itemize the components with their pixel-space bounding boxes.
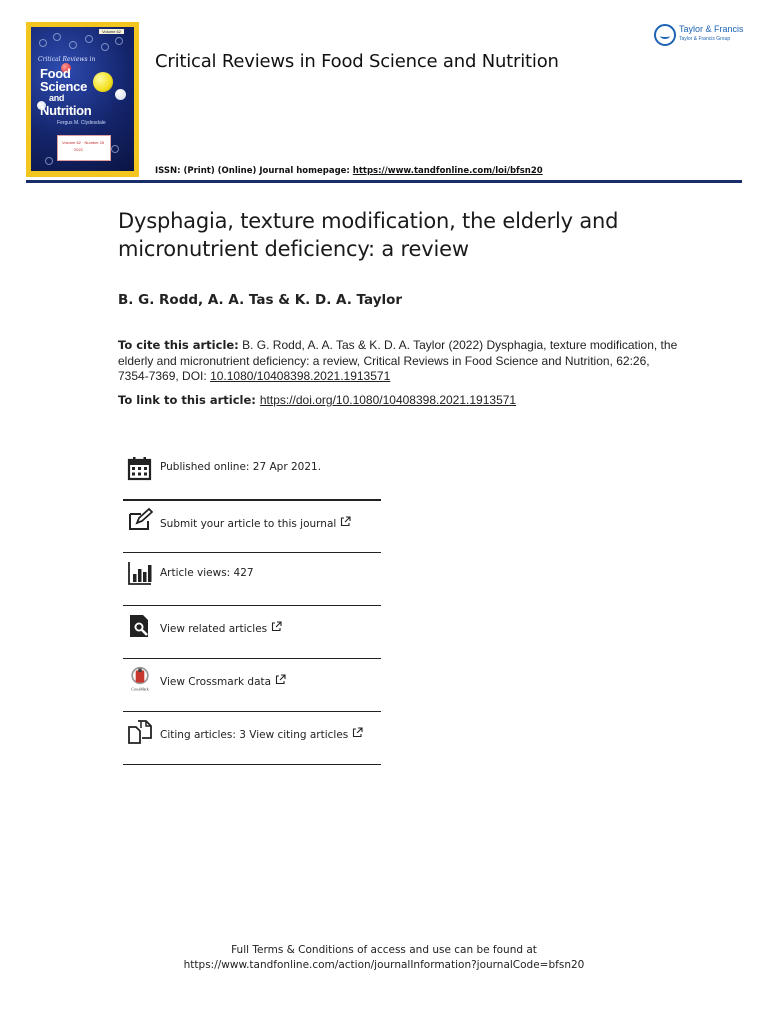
issn-line	[155, 166, 543, 176]
cite-label: To cite this article:	[118, 338, 239, 352]
related-articles-row[interactable]	[123, 613, 381, 643]
doi-link[interactable]: 10.1080/10408398.2021.1913571	[210, 369, 391, 383]
cover-title-line1: Food	[40, 66, 71, 81]
footer-terms-link[interactable]: https://www.tandfonline.com/action/journalInformation?journalCode=bfsn20	[183, 959, 585, 971]
edit-icon	[127, 507, 153, 533]
footer-terms-text: Full Terms & Conditions of access and use can be found at	[231, 944, 537, 956]
cover-editor: Fergus M. Clydesdale	[57, 120, 106, 126]
cite-text: B. G. Rodd, A. A. Tas & K. D. A. Taylor (2022) Dysphagia, texture modification, the elderly and micronutrient deficiency: a review, Critical Reviews in Food Science and Nutrition, 62:26, 7354-7369, DOI:	[118, 338, 678, 383]
external-link-icon	[340, 516, 351, 527]
white-sphere	[115, 89, 126, 100]
cover-series: Critical Reviews in	[38, 56, 96, 63]
published-online-label: Published online: 27 Apr 2021.	[160, 461, 322, 473]
article-views-label: Article views: 427	[160, 567, 254, 579]
journal-title: Critical Reviews in Food Science and Nutrition	[155, 51, 559, 72]
citing-articles-row[interactable]	[123, 719, 381, 749]
article-title: Dysphagia, texture modification, the elderly and micronutrient deficiency: a review	[118, 209, 619, 261]
citing-articles-label: Citing articles: 3 View citing articles	[160, 729, 349, 741]
journal-cover[interactable]	[26, 22, 139, 177]
cover-tag: Volume 62	[99, 29, 124, 34]
row-divider	[123, 605, 381, 606]
cover-label-year: 2022	[74, 147, 83, 152]
submit-article-label: Submit your article to this journal	[160, 518, 337, 530]
cover-title-line2: Science	[40, 79, 88, 94]
crossmark-row[interactable]	[123, 666, 381, 696]
article-doi-url[interactable]: https://doi.org/10.1080/10408398.2021.1913571	[259, 393, 517, 407]
external-link-icon	[271, 621, 282, 632]
citation-block	[118, 338, 678, 385]
crossmark-label: View Crossmark data	[160, 676, 272, 688]
citing-icon	[127, 719, 153, 745]
row-divider	[123, 552, 381, 553]
issn-text: ISSN: (Print) (Online) Journal homepage:	[155, 166, 353, 176]
header-divider	[26, 180, 742, 183]
article-views-row	[123, 560, 381, 590]
external-link-icon	[275, 674, 286, 685]
cover-label-volume: Volume 62 · Number 26	[62, 140, 105, 145]
published-online-row	[123, 454, 381, 484]
cover-title-line4: Nutrition	[40, 103, 92, 118]
taylor-francis-icon	[654, 24, 676, 46]
external-link-icon	[352, 727, 363, 738]
journal-homepage-link[interactable]: https://www.tandfonline.com/loi/bfsn20	[352, 166, 543, 176]
crossmark-icon	[127, 666, 153, 692]
calendar-icon	[127, 455, 153, 481]
row-divider	[123, 658, 381, 659]
link-label: To link to this article:	[118, 393, 260, 407]
footer	[0, 943, 768, 973]
related-articles-label: View related articles	[160, 623, 268, 635]
cover-artwork	[31, 27, 134, 171]
cover-label	[57, 135, 111, 161]
publisher-group: Taylor & Francis Group	[679, 36, 731, 42]
yellow-sphere	[93, 72, 113, 92]
row-divider	[123, 764, 381, 765]
submit-article-row[interactable]	[123, 507, 381, 541]
row-divider	[123, 711, 381, 712]
svg-text:CrossMark: CrossMark	[131, 687, 149, 692]
publisher-logo[interactable]	[654, 22, 749, 48]
publisher-name: Taylor & Francis	[679, 24, 744, 34]
article-link-line	[118, 393, 516, 407]
bar-chart-icon	[127, 560, 153, 586]
article-authors: B. G. Rodd, A. A. Tas & K. D. A. Taylor	[118, 292, 403, 308]
search-document-icon	[127, 613, 153, 639]
row-divider	[123, 499, 381, 501]
cover-title-line3: and	[49, 93, 65, 103]
